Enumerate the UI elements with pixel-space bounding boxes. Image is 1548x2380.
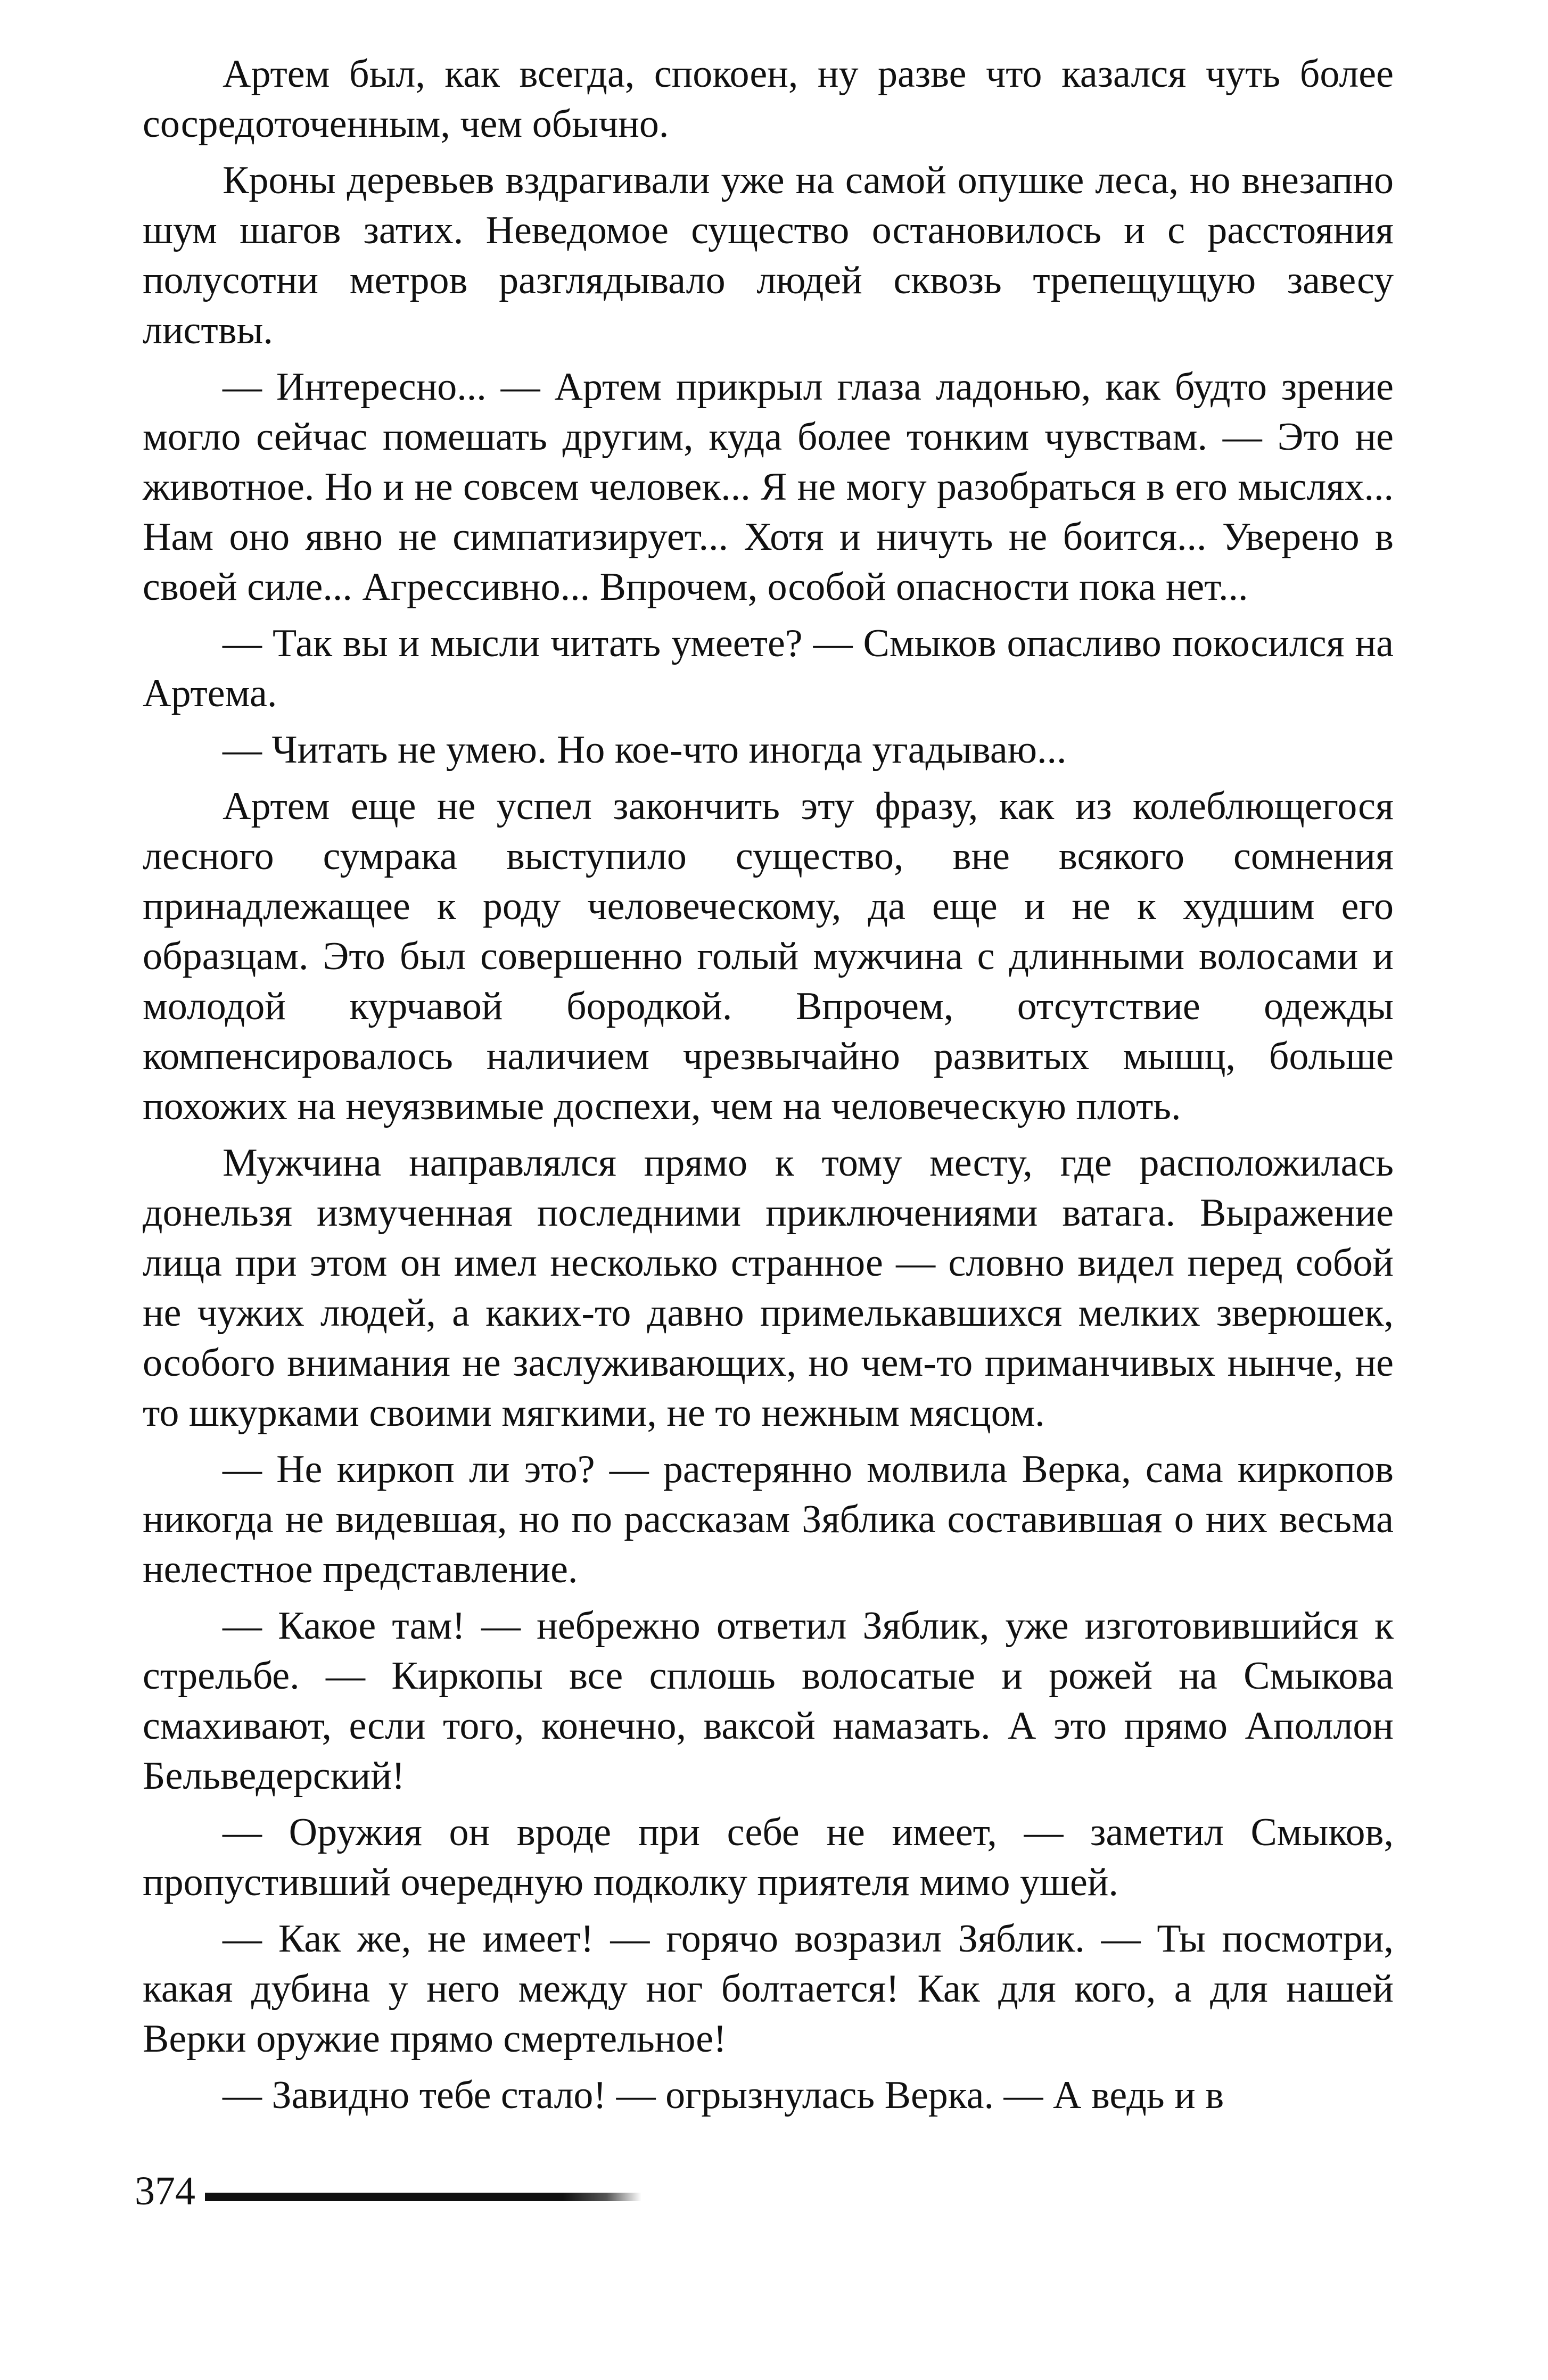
- page-footer: [135, 2167, 641, 2215]
- paragraph: — Интересно... — Артем прикрыл глаза ладонью, как будто зрение могло сейчас помешать другим, куда более тонким чувствам. — Это не животное. Но и не совсем человек... Я не могу разобраться в его мыслях... Нам оно явно не симпатизирует... Хотя и ничуть не боится... Уверено в своей силе... Агрессивно... Впрочем, особой опасности пока нет...: [143, 365, 1394, 609]
- page-number: 374: [135, 2169, 195, 2213]
- paragraph: Артем был, как всегда, спокоен, ну разве что казался чуть более сосредоточенным, чем обычно.: [143, 52, 1394, 146]
- footer-rule: [205, 2193, 641, 2201]
- paragraph: — Читать не умею. Но кое-что иногда угадываю...: [223, 728, 1067, 772]
- body-text: [143, 49, 1394, 2127]
- paragraph: — Так вы и мысли читать умеете? — Смыков опасливо покосился на Артема.: [143, 622, 1394, 715]
- paragraph: Кроны деревьев вздрагивали уже на самой опушке леса, но внезапно шум шагов затих. Неведомое существо остановилось и с расстояния полусотни метров разглядывало людей сквозь трепещущую завесу листвы.: [143, 159, 1394, 352]
- paragraph: — Не киркоп ли это? — растерянно молвила Верка, сама киркопов никогда не видевшая, но по рассказам Зяблика составившая о них весьма нелестное представление.: [143, 1448, 1394, 1591]
- paragraph: — Оружия он вроде при себе не имеет, — заметил Смыков, пропустивший очередную подколку приятеля мимо ушей.: [143, 1811, 1394, 1904]
- paragraph: — Завидно тебе стало! — огрызнулась Верка. — А ведь и в: [223, 2073, 1224, 2117]
- paragraph: — Как же, не имеет! — горячо возразил Зяблик. — Ты посмотри, какая дубина у него между ног болтается! Как для кого, а для нашей Верки оружие прямо смертельное!: [143, 1917, 1394, 2061]
- paragraph: Мужчина направлялся прямо к тому месту, где расположилась донельзя измученная последними приключениями ватага. Выражение лица при этом он имел несколько странное — словно видел перед собой не чужих людей, а каких-то давно примелькавшихся мелких зверюшек, особого внимания не заслуживающих, но чем-то приманчивых нынче, не то шкурками своими мягкими, не то нежным мясцом.: [143, 1141, 1394, 1435]
- paragraph: Артем еще не успел закончить эту фразу, как из колеблющегося лесного сумрака выступило существо, вне всякого сомнения принадлежащее к роду человеческому, да еще и не к худшим его образцам. Это был совершенно голый мужчина с длинными волосами и молодой курчавой бородкой. Впрочем, отсутствие одежды компенсировалось наличием чрезвычайно развитых мышц, больше похожих на неуязвимые доспехи, чем на человеческую плоть.: [143, 784, 1394, 1128]
- paragraph: — Какое там! — небрежно ответил Зяблик, уже изготовившийся к стрельбе. — Киркопы все сплошь волосатые и рожей на Смыкова смахивают, если того, конечно, ваксой намазать. А это прямо Аполлон Бельведерский!: [143, 1604, 1394, 1798]
